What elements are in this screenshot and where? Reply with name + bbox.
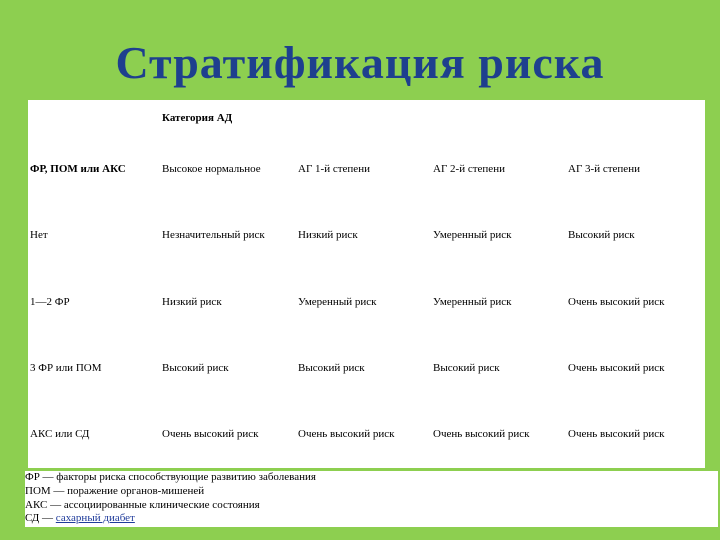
header-cell: ФР, ПОМ или АКС: [30, 163, 126, 175]
header-cell: Высокое нормальное: [162, 163, 261, 175]
footnotes: [25, 471, 718, 527]
table-cell: Высокий риск: [298, 362, 365, 374]
table-cell: Незначительный риск: [162, 229, 265, 241]
table-cell: Высокий риск: [568, 229, 635, 241]
footnote-sd: [25, 512, 715, 526]
footnote-sd-prefix: СД —: [25, 512, 56, 525]
table-cell: Очень высокий риск: [568, 428, 665, 440]
table-cell: Очень высокий риск: [568, 362, 665, 374]
risk-table: [28, 100, 705, 468]
table-cell: Низкий риск: [298, 229, 358, 241]
table-cell: Высокий риск: [162, 362, 229, 374]
table-cell: Умеренный риск: [433, 296, 512, 308]
row-label: Нет: [30, 229, 48, 241]
header-cell: АГ 1-й степени: [298, 163, 370, 175]
table-cell: Очень высокий риск: [568, 296, 665, 308]
table-cell: Низкий риск: [162, 296, 222, 308]
table-cell: Очень высокий риск: [433, 428, 530, 440]
row-label: 1—2 ФР: [30, 296, 70, 308]
table-cell: Очень высокий риск: [162, 428, 259, 440]
table-cell: Очень высокий риск: [298, 428, 395, 440]
diabetes-link[interactable]: сахарный диабет: [55, 512, 135, 525]
footnote-aks: АКС — ассоциированные клинические состояния: [25, 498, 260, 511]
page-title: Стратификация риска: [115, 37, 605, 88]
category-label: Категория АД: [162, 112, 233, 124]
header-cell: АГ 3-й степени: [568, 163, 640, 175]
table-cell: Умеренный риск: [298, 296, 377, 308]
footnote-pom: ПОМ — поражение органов-мишеней: [25, 484, 205, 497]
header-cell: АГ 2-й степени: [433, 163, 505, 175]
row-label: 3 ФР или ПОМ: [30, 362, 102, 374]
table-cell: Умеренный риск: [433, 229, 512, 241]
row-label: АКС или СД: [30, 428, 90, 440]
footnote-fr: ФР — факторы риска способствующие развитию заболевания: [25, 471, 316, 483]
table-cell: Высокий риск: [433, 362, 500, 374]
